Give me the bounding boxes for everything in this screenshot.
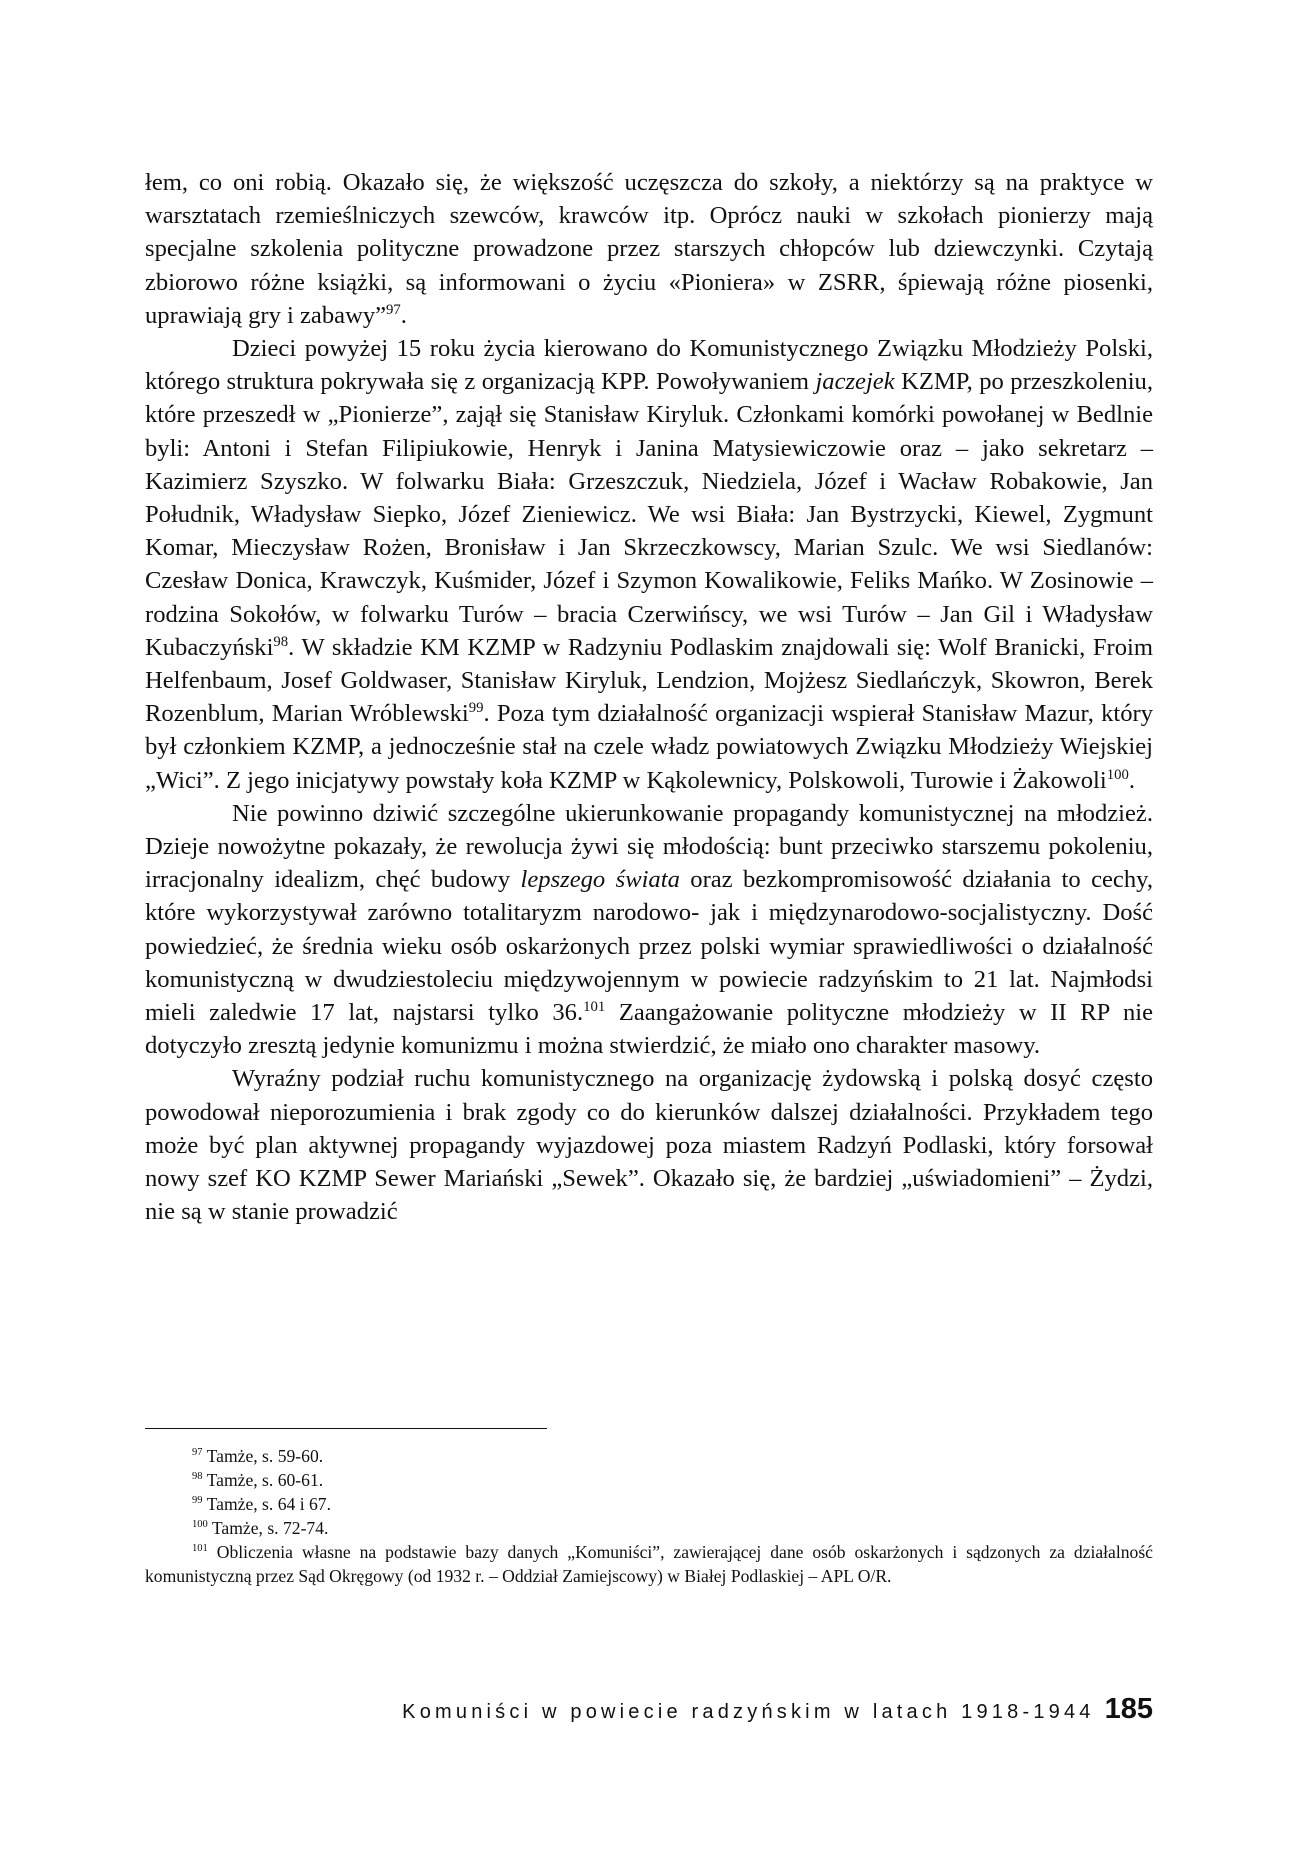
footnote-text: Obliczenia własne na podstawie bazy danych „Komuniści”, zawierającej dane osób oskarżonych i sądzonych za działalność komunistyczną przez Sąd Okręgowy (od 1932 r. – Oddział Zamiejscowy) w Białej Podlaskiej – APL O/R. [145,1542,1153,1586]
footnote-number: 101 [192,1543,208,1555]
paragraph-4 [145,1062,1153,1228]
paragraph-text: . [1128,766,1135,794]
footnote-number: 99 [192,1495,203,1507]
footnote-separator [145,1428,547,1429]
footnotes [145,1444,1153,1588]
footnote-text: Tamże, s. 60-61. [202,1470,324,1490]
paragraph-text: . W składzie KM KZMP w Radzyniu Podlaskim znajdowali się: Wolf Branicki, Froim Helfenbaum, Josef Goldwaser, Stanisław Kiryluk, Lendzion, Mojżesz Siedlańczyk, Skowron, Berek Rozenblum, Marian Wróblewski [145,633,1153,728]
footnote-ref-99[interactable]: 99 [468,700,484,717]
footnote-ref-101[interactable]: 101 [583,998,606,1015]
footnote-number: 98 [192,1471,203,1483]
body-text [145,166,1153,1229]
paragraph-text: oraz bezkompromisowość działania to cechy, które wykorzystywał zarówno totalitaryzm narodowo- jak i międzynarodowo-socjalistyczny. Dość powiedzieć, że średnia wieku osób oskarżonych przez polski wymiar sprawiedliwości o działalność komunistyczną w dwudziestoleciu międzywojennym w powiecie radzyńskim to 21 lat. Najmłodsi mieli zaledwie 17 lat, najstarsi tylko 36. [145,866,1153,1027]
footnote-98 [145,1468,1153,1492]
paragraph-text: Zaangażowanie polityczne młodzieży w II RP nie dotyczyło zresztą jedynie komunizmu i można stwierdzić, że miało ono charakter masowy. [145,999,1154,1060]
footnote-97 [145,1444,1153,1468]
paragraph-text: Nie powinno dziwić szczególne ukierunkowanie propagandy komunistycznej na młodzież. Dzieje nowożytne pokazały, że rewolucja żywi się młodością: bunt przeciwko starszemu pokoleniu, irracjonalny idealizm, chęć budowy [145,799,1153,894]
running-title: Komuniści w powiecie radzyńskim w latach 1918-1944 [402,1701,1095,1723]
paragraph-text: Dzieci powyżej 15 roku życia kierowano do Komunistycznego Związku Młodzieży Polski, którego struktura pokrywała się z organizacją KPP. Powoływaniem [145,335,1153,396]
paragraph-text: . Poza tym działalność organizacji wspierał Stanisław Mazur, który był członkiem KZMP, a jednocześnie stał na czele władz powiatowych Związku Młodzieży Wiejskiej „Wici”. Z jego inicjatywy powstały koła KZMP w Kąkolewnicy, Polskowoli, Turowie i Żakowoli [145,700,1153,794]
page-number: 185 [1104,1693,1153,1725]
paragraph-2 [145,332,1153,797]
footnote-number: 97 [192,1447,203,1459]
emphasis-lepszego-swiata: lepszego świata [520,866,680,894]
running-footer [320,1693,1153,1726]
footnote-ref-98[interactable]: 98 [273,633,289,650]
footnote-99 [145,1492,1153,1516]
paragraph-text: . [400,301,407,329]
paragraph-text: KZMP, po przeszkoleniu, które przeszedł w „Pionierze”, zajął się Stanisław Kiryluk. Członkami komórki powołanej w Bedlnie byli: Antoni i Stefan Filipiukowie, Henryk i Janina Matysiewiczowie oraz – jako sekretarz – Kazimierz Szyszko. W folwarku Biała: Grzeszczuk, Niedziela, Józef i Wacław Robakowie, Jan Południk, Władysław Siepko, Józef Zieniewicz. We wsi Biała: Jan Bystrzycki, Kiewel, Zygmunt Komar, Mieczysław Rożen, Bronisław i Jan Skrzeczkowscy, Marian Szulc. We wsi Siedlanów: Czesław Donica, Krawczyk, Kuśmider, Józef i Szymon Kowalikowie, Feliks Mańko. W Zosinowie – rodzina Sokołów, w folwarku Turów – bracia Czerwińscy, we wsi Turów – Jan Gil i Władysław Kubaczyński [145,368,1153,661]
footnote-ref-97[interactable]: 97 [386,301,401,318]
paragraph-1 [145,166,1153,332]
emphasis-jaczejek: jaczejek [815,368,895,396]
footnote-100 [145,1516,1153,1540]
footnote-ref-100[interactable]: 100 [1106,766,1129,783]
paragraph-text: Wyraźny podział ruchu komunistycznego na organizację żydowską i polską dosyć często powodował nieporozumienia i brak zgody co do kierunków dalszej działalności. Przykładem tego może być plan aktywnej propagandy wyjazdowej poza miastem Radzyń Podlaski, który forsował nowy szef KO KZMP Sewer Mariański „Sewek”. Okazało się, że bardziej „uświadomieni” – Żydzi, nie są w stanie prowadzić [145,1065,1153,1226]
footnote-101 [145,1540,1153,1588]
paragraph-3 [145,797,1153,1063]
footnote-text: Tamże, s. 59-60. [202,1446,324,1466]
footnote-text: Tamże, s. 72-74. [207,1518,329,1538]
paragraph-text: łem, co oni robią. Okazało się, że większość uczęszcza do szkoły, a niektórzy są na praktyce w warsztatach rzemieślniczych szewców, krawców itp. Oprócz nauki w szkołach pionierzy mają specjalne szkolenia polityczne prowadzone przez starszych chłopców lub dziewczynki. Czytają zbiorowo różne książki, są informowani o życiu «Pioniera» w ZSRR, śpiewają różne piosenki, uprawiają gry i zabawy” [145,169,1153,329]
footnote-text: Tamże, s. 64 i 67. [202,1494,331,1514]
footnote-number: 100 [192,1519,208,1531]
